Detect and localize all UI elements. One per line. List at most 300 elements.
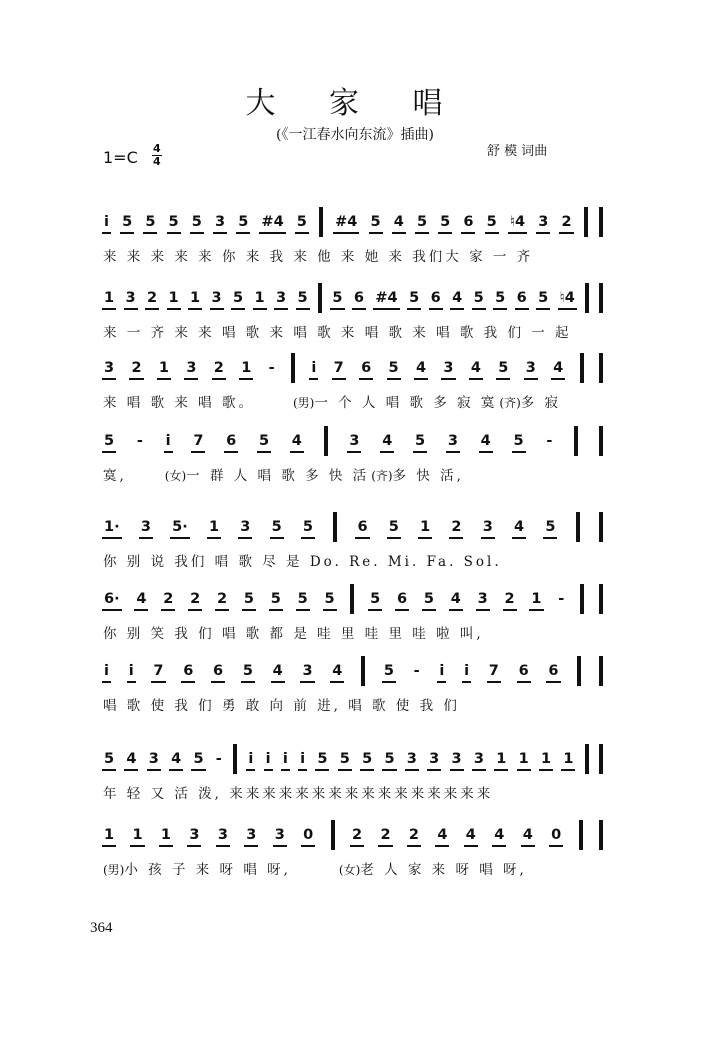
lyrics-line <box>103 550 603 570</box>
beam-underline <box>210 308 224 310</box>
note: 0 <box>303 827 314 843</box>
note: 6 <box>397 591 408 607</box>
beam-underline <box>157 378 171 380</box>
note: 6 <box>548 663 559 679</box>
note: 7 <box>153 663 164 679</box>
note: 1 <box>540 751 552 767</box>
voice-part-label: (男) <box>103 863 125 877</box>
note: 5 <box>423 591 435 607</box>
note: 4 <box>126 751 137 767</box>
note: 5 <box>362 751 373 767</box>
lyrics-line <box>103 858 603 878</box>
beam-underline <box>212 378 226 380</box>
note: 6 <box>518 663 529 679</box>
composer-credit: 舒 模 词曲 <box>487 144 548 159</box>
lyrics-line <box>103 391 603 411</box>
beam-underline <box>296 609 310 611</box>
beam-underline <box>102 769 116 771</box>
note: - <box>558 591 565 607</box>
bar-line <box>324 426 328 456</box>
beam-underline <box>281 769 290 771</box>
note: 4 <box>291 433 302 449</box>
note: 1 <box>241 360 252 376</box>
beam-underline <box>352 308 366 310</box>
beam-underline <box>464 845 478 847</box>
beam-underline <box>102 609 122 611</box>
beam-underline <box>271 681 285 683</box>
beam-underline <box>124 769 138 771</box>
note: 1 <box>190 290 201 306</box>
note: 6 <box>516 290 527 306</box>
note: 6 <box>213 663 224 679</box>
beam-underline <box>238 537 252 539</box>
beam-underline <box>147 769 161 771</box>
note: 6· <box>104 591 120 607</box>
note: 4 <box>465 827 476 843</box>
beam-underline <box>536 232 550 234</box>
beam-underline <box>190 232 204 234</box>
beam-underline <box>169 769 183 771</box>
note: 5 <box>370 591 381 607</box>
beam-underline <box>437 681 446 683</box>
note: i̇ <box>104 663 109 679</box>
beam-underline <box>485 232 499 234</box>
note: 2 <box>451 519 462 535</box>
beam-underline <box>124 308 138 310</box>
note: 2 <box>408 827 419 843</box>
note: 3 <box>240 519 251 535</box>
note: 3 <box>473 751 484 767</box>
note: 5 <box>168 214 179 230</box>
beam-underline <box>295 232 309 234</box>
beam-underline <box>551 378 565 380</box>
note: 3 <box>217 827 228 843</box>
bar-line <box>350 584 354 614</box>
beam-underline <box>215 609 229 611</box>
beam-underline <box>359 378 373 380</box>
beam-underline <box>450 308 464 310</box>
beam-underline <box>170 537 190 539</box>
beam-underline <box>543 537 557 539</box>
note: i̇ <box>128 663 134 679</box>
note: 6 <box>183 663 194 679</box>
note: 5 <box>243 591 254 607</box>
note: ♮4 <box>509 214 526 230</box>
bar-line <box>331 820 335 850</box>
note: 5 <box>415 433 426 449</box>
note: 3 <box>148 751 159 767</box>
note: - <box>136 433 143 449</box>
notes-line <box>103 742 603 776</box>
bar-line <box>584 207 588 237</box>
beam-underline <box>211 681 225 683</box>
note: 2 <box>351 827 363 843</box>
bar-line <box>599 283 603 313</box>
beam-underline <box>387 537 401 539</box>
note: 3 <box>186 360 197 376</box>
note: 4 <box>415 360 427 376</box>
beam-underline <box>427 769 441 771</box>
lyrics-line <box>103 782 603 802</box>
beam-underline <box>257 451 271 453</box>
beam-underline <box>368 609 382 611</box>
beam-underline <box>167 232 181 234</box>
beam-underline <box>517 681 531 683</box>
note: 4 <box>136 591 147 607</box>
beam-underline <box>450 769 464 771</box>
note: 5 <box>388 519 399 535</box>
note: 5 <box>370 214 381 230</box>
beam-underline <box>246 769 255 771</box>
notes-line <box>103 205 603 239</box>
note: i̇ <box>300 751 306 767</box>
beam-underline <box>493 308 507 310</box>
beam-underline <box>387 378 401 380</box>
beam-underline <box>472 769 486 771</box>
note: 5 <box>416 214 428 230</box>
note: 2 <box>380 827 391 843</box>
beam-underline <box>512 537 526 539</box>
beam-underline <box>145 308 159 310</box>
bar-line <box>599 584 603 614</box>
beam-underline <box>559 232 573 234</box>
beam-underline <box>274 308 288 310</box>
beam-underline <box>461 232 475 234</box>
voice-part-label: (女) <box>338 863 361 877</box>
bar-line <box>577 656 581 686</box>
note: 5 <box>409 290 420 306</box>
note: 5 <box>145 214 156 230</box>
beam-underline <box>264 769 273 771</box>
note: 2 <box>163 591 174 607</box>
beam-underline <box>369 232 383 234</box>
note: 3 <box>189 827 200 843</box>
note: 3 <box>538 214 549 230</box>
voice-part-label: (齐) <box>499 396 521 410</box>
lyrics-text: 多 寂 <box>520 395 562 411</box>
lyrics-text: 你 别 笑 我 们 唱 歌 都 是 哇 里 哇 里 哇 啦 叫, <box>103 626 484 642</box>
bar-line <box>599 207 603 237</box>
bar-line <box>574 426 578 456</box>
lyrics-line <box>103 622 603 642</box>
bar-line <box>318 283 322 313</box>
beam-underline <box>102 537 122 539</box>
bar-line <box>585 744 589 774</box>
beam-underline <box>449 537 463 539</box>
bar-line <box>585 283 589 313</box>
beam-underline <box>496 378 510 380</box>
note: 6 <box>463 214 474 230</box>
beam-underline <box>323 609 337 611</box>
beam-underline <box>161 609 175 611</box>
beam-underline <box>269 609 283 611</box>
beam-underline <box>441 378 455 380</box>
note: 5 <box>388 360 399 376</box>
beam-underline <box>462 681 471 683</box>
note: 1 <box>208 519 220 535</box>
note: 6 <box>357 519 368 535</box>
note: 5 <box>297 591 308 607</box>
note: 3 <box>140 519 151 535</box>
note: 2 <box>504 591 515 607</box>
time-signature-bottom: 4 <box>153 155 161 168</box>
beam-underline <box>191 451 205 453</box>
note: 3 <box>125 290 136 306</box>
note: 4 <box>450 591 461 607</box>
notes-line <box>103 582 603 616</box>
note: 4 <box>553 360 564 376</box>
note: 5 <box>238 214 249 230</box>
bar-line <box>599 512 603 542</box>
beam-underline <box>479 451 493 453</box>
time-signature <box>152 143 162 167</box>
notes-line <box>103 424 603 458</box>
beam-underline <box>224 451 238 453</box>
note: 5 <box>297 290 308 306</box>
note: i̇ <box>248 751 254 767</box>
note: 5 <box>545 519 556 535</box>
beam-underline <box>301 537 315 539</box>
beam-underline <box>350 845 364 847</box>
beam-underline <box>134 609 148 611</box>
note: 5 <box>495 290 506 306</box>
beam-underline <box>392 232 406 234</box>
beam-underline <box>407 308 421 310</box>
bar-line <box>599 353 603 383</box>
lyrics-text: 唱 歌 使 我 们 勇 敢 向 前 进, 唱 歌 使 我 们 <box>103 698 460 714</box>
beam-underline <box>472 308 486 310</box>
note: 1 <box>104 827 115 843</box>
lyrics-text: 一 个 人 唱 歌 多 寂 寞 <box>314 395 498 411</box>
beam-underline <box>373 308 399 310</box>
note: 5 <box>122 214 133 230</box>
note: 4 <box>393 214 404 230</box>
beam-underline <box>102 378 116 380</box>
note: i̇ <box>265 751 271 767</box>
beam-underline <box>435 845 449 847</box>
voice-part-label: (男) <box>292 396 315 410</box>
note: 4 <box>514 519 525 535</box>
bar-line <box>580 353 584 383</box>
note: 5 <box>473 290 484 306</box>
beam-underline <box>521 845 535 847</box>
beam-underline <box>298 769 307 771</box>
note: 3 <box>482 519 493 535</box>
beam-underline <box>102 232 111 234</box>
beam-underline <box>332 378 346 380</box>
beam-underline <box>259 232 285 234</box>
beam-underline <box>558 308 577 310</box>
beam-underline <box>347 451 361 453</box>
note: 3 <box>214 214 226 230</box>
beam-underline <box>300 681 314 683</box>
beam-underline <box>481 537 495 539</box>
lyrics-line <box>103 464 603 484</box>
beam-underline <box>539 769 553 771</box>
voice-part-label: (女) <box>164 469 187 483</box>
song-title: 大 家 唱 <box>245 86 465 121</box>
beam-underline <box>395 609 409 611</box>
bar-line <box>599 744 603 774</box>
beam-underline <box>236 232 250 234</box>
beam-underline <box>231 308 245 310</box>
note: 6 <box>430 290 441 306</box>
lyrics-text: 你 别 说 我们 唱 歌 尽 是 Do. Re. Mi. Fa. Sol. <box>103 554 502 570</box>
note: 5 <box>332 290 343 306</box>
lyrics-text: 小 孩 子 来 呀 唱 呀, <box>124 862 291 878</box>
note: 2 <box>147 290 158 306</box>
note: 3 <box>276 290 287 306</box>
note: 6 <box>226 433 237 449</box>
note: i̇ <box>439 663 445 679</box>
lyrics-text: 一 群 人 唱 歌 多 快 活 <box>186 468 370 484</box>
note: 2 <box>190 591 201 607</box>
beam-underline <box>191 769 205 771</box>
note: i̇ <box>282 751 288 767</box>
beam-underline <box>487 681 501 683</box>
lyrics-text: 年 轻 又 活 泼, 来来来来来来来来来来来来来来来来 <box>103 786 494 802</box>
note: 4 <box>382 433 393 449</box>
note: 4 <box>480 433 491 449</box>
note: 1 <box>254 290 265 306</box>
beam-underline <box>330 308 344 310</box>
note: 5 <box>440 214 451 230</box>
note: i̇ <box>104 214 109 230</box>
note: 5 <box>486 214 497 230</box>
note: 3 <box>447 433 458 449</box>
note: 5 <box>233 290 244 306</box>
note: 1 <box>531 591 542 607</box>
note: 1 <box>160 827 171 843</box>
key-signature: 1=C <box>103 148 138 167</box>
beam-underline <box>102 681 111 683</box>
beam-underline <box>216 845 230 847</box>
note: 3 <box>274 827 285 843</box>
note: 5 <box>258 433 270 449</box>
beam-underline <box>330 681 344 683</box>
beam-underline <box>333 232 359 234</box>
note: 2 <box>561 214 572 230</box>
bar-line <box>233 744 237 774</box>
lyrics-text: 来 唱 歌 来 唱 歌。 <box>103 395 255 411</box>
note: 5 <box>538 290 549 306</box>
beam-underline <box>315 769 329 771</box>
beam-underline <box>151 681 165 683</box>
beam-underline <box>503 609 517 611</box>
note: 4 <box>470 360 481 376</box>
beam-underline <box>529 609 543 611</box>
note: 5 <box>193 751 204 767</box>
note: 2 <box>217 591 228 607</box>
beam-underline <box>239 378 253 380</box>
beam-underline <box>418 537 432 539</box>
beam-underline <box>301 845 315 847</box>
beam-underline <box>253 308 267 310</box>
note: 3 <box>443 360 454 376</box>
notes-line <box>103 654 603 688</box>
beam-underline <box>536 308 550 310</box>
beam-underline <box>407 845 421 847</box>
note: 4 <box>522 827 533 843</box>
beam-underline <box>213 232 227 234</box>
bar-line <box>599 656 603 686</box>
beam-underline <box>469 378 483 380</box>
note: 4 <box>272 663 283 679</box>
bar-line <box>599 820 603 850</box>
note: #4 <box>335 214 358 230</box>
bar-line <box>361 656 365 686</box>
bar-line <box>333 512 337 542</box>
note: - <box>215 751 222 767</box>
note: 4 <box>494 827 505 843</box>
bar-line <box>599 426 603 456</box>
note: 1 <box>158 360 169 376</box>
beam-underline <box>102 308 116 310</box>
beam-underline <box>187 845 201 847</box>
note: - <box>546 433 553 449</box>
note: 5· <box>172 519 188 535</box>
beam-underline <box>546 681 560 683</box>
beam-underline <box>242 609 256 611</box>
beam-underline <box>270 537 284 539</box>
note: 5 <box>296 214 307 230</box>
beam-underline <box>422 609 436 611</box>
beam-underline <box>102 451 116 453</box>
note: 1 <box>496 751 507 767</box>
beam-underline <box>561 769 575 771</box>
note: 3 <box>451 751 462 767</box>
beam-underline <box>446 451 460 453</box>
note: 5 <box>271 519 282 535</box>
note: i̇ <box>311 360 317 376</box>
note: 5 <box>242 663 253 679</box>
note: 5 <box>104 751 115 767</box>
note: 3 <box>429 751 440 767</box>
beam-underline <box>413 451 427 453</box>
beam-underline <box>244 845 258 847</box>
beam-underline <box>207 537 221 539</box>
note: ♮4 <box>559 290 575 306</box>
beam-underline <box>517 769 531 771</box>
note: i̇ <box>464 663 470 679</box>
note: 1 <box>104 290 115 306</box>
notes-line <box>103 281 603 315</box>
beam-underline <box>181 681 195 683</box>
note: 7 <box>333 360 344 376</box>
beam-underline <box>127 681 136 683</box>
beam-underline <box>524 378 538 380</box>
note: 3 <box>246 827 257 843</box>
note: 6 <box>361 360 372 376</box>
lyrics-line <box>103 245 603 265</box>
beam-underline <box>167 308 181 310</box>
notes-line <box>103 351 603 385</box>
note: 5 <box>324 591 335 607</box>
note: 3 <box>211 290 222 306</box>
beam-underline <box>380 451 394 453</box>
page-number: 364 <box>90 920 113 936</box>
beam-underline <box>508 232 527 234</box>
note: 5 <box>384 751 395 767</box>
beam-underline <box>449 609 463 611</box>
beam-underline <box>309 378 318 380</box>
beam-underline <box>492 845 506 847</box>
note: 5 <box>498 360 509 376</box>
note: 1 <box>518 751 529 767</box>
note: 0 <box>551 827 562 843</box>
note: 1· <box>104 519 120 535</box>
notes-line <box>103 510 603 544</box>
